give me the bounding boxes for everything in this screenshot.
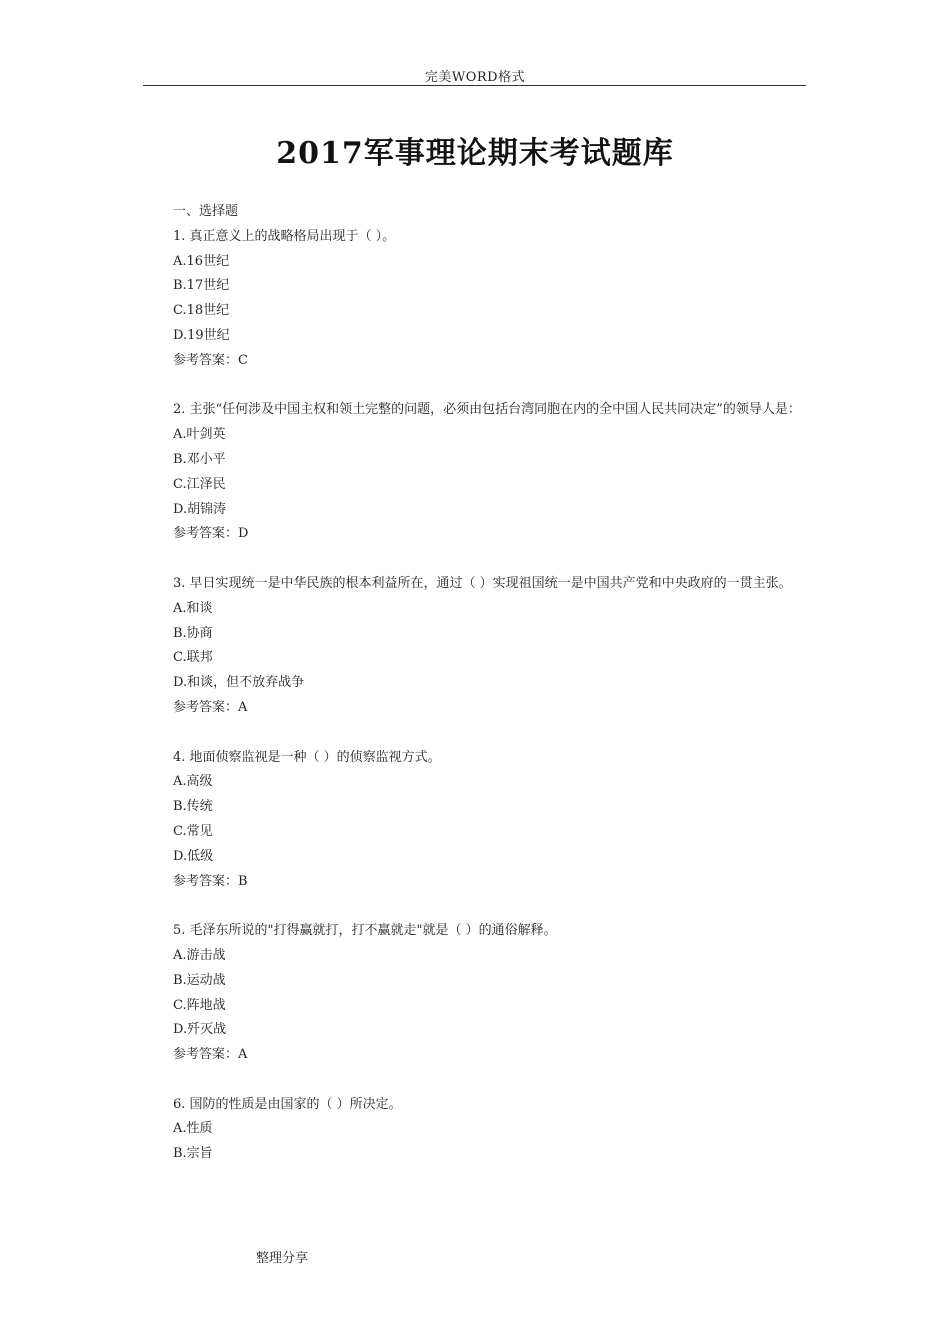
answer: 参考答案：C bbox=[173, 352, 248, 368]
option: C.阵地战 bbox=[173, 997, 226, 1013]
answer: 参考答案：A bbox=[173, 1047, 248, 1063]
option: B.邓小平 bbox=[173, 451, 226, 467]
question-stem: 1. 真正意义上的战略格局出现于（ ）。 bbox=[173, 228, 396, 244]
option: C.江泽民 bbox=[173, 476, 226, 492]
page-footer: 整理分享 bbox=[256, 1251, 309, 1266]
question-stem: 5. 毛泽东所说的"打得赢就打，打不赢就走"就是（ ）的通俗解释。 bbox=[173, 923, 557, 939]
option: D.19世纪 bbox=[173, 327, 230, 343]
answer: 参考答案：A bbox=[173, 699, 248, 715]
question-block bbox=[143, 1093, 806, 1167]
question-block bbox=[143, 572, 806, 721]
option: D.歼灭战 bbox=[173, 1022, 227, 1038]
option: A.16世纪 bbox=[173, 253, 230, 269]
option: D.胡锦涛 bbox=[173, 501, 227, 517]
document-title: 2017军事理论期末考试题库 bbox=[276, 136, 674, 171]
question-block bbox=[143, 225, 806, 374]
page-header: 完美WORD格式 bbox=[424, 70, 526, 85]
question-block bbox=[143, 919, 806, 1068]
answer: 参考答案：B bbox=[173, 873, 248, 889]
option: C.常见 bbox=[173, 823, 213, 839]
option: A.和谈 bbox=[173, 600, 213, 616]
question-block bbox=[143, 398, 806, 547]
option: B.协商 bbox=[173, 625, 213, 641]
option: C.18世纪 bbox=[173, 303, 230, 319]
option: D.低级 bbox=[173, 848, 214, 864]
question-stem: 3. 早日实现统一是中华民族的根本利益所在，通过（ ）实现祖国统一是中国共产党和中央政府的一贯主张。 bbox=[173, 575, 792, 591]
question-stem: 6. 国防的性质是由国家的（ ）所决定。 bbox=[173, 1096, 402, 1112]
option: B.运动战 bbox=[173, 972, 226, 988]
header-rule bbox=[143, 85, 806, 86]
option: B.传统 bbox=[173, 799, 213, 815]
option: D.和谈，但不放弃战争 bbox=[173, 675, 305, 691]
question-list bbox=[143, 200, 806, 1167]
option: C.联邦 bbox=[173, 650, 213, 666]
question-stem: 4. 地面侦察监视是一种（ ）的侦察监视方式。 bbox=[173, 749, 441, 765]
option: A.叶剑英 bbox=[173, 427, 226, 443]
question-block bbox=[143, 746, 806, 895]
option: A.性质 bbox=[173, 1121, 213, 1137]
section-heading: 一、选择题 bbox=[173, 204, 239, 219]
option: A.高级 bbox=[173, 774, 213, 790]
question-stem: 2. 主张“任何涉及中国主权和领土完整的问题，必须由包括台湾同胞在内的全中国人民共同决定”的领导人是： bbox=[173, 402, 801, 418]
option: B.17世纪 bbox=[173, 278, 230, 294]
option: B.宗旨 bbox=[173, 1146, 213, 1162]
option: A.游击战 bbox=[173, 947, 226, 963]
answer: 参考答案：D bbox=[173, 526, 249, 542]
